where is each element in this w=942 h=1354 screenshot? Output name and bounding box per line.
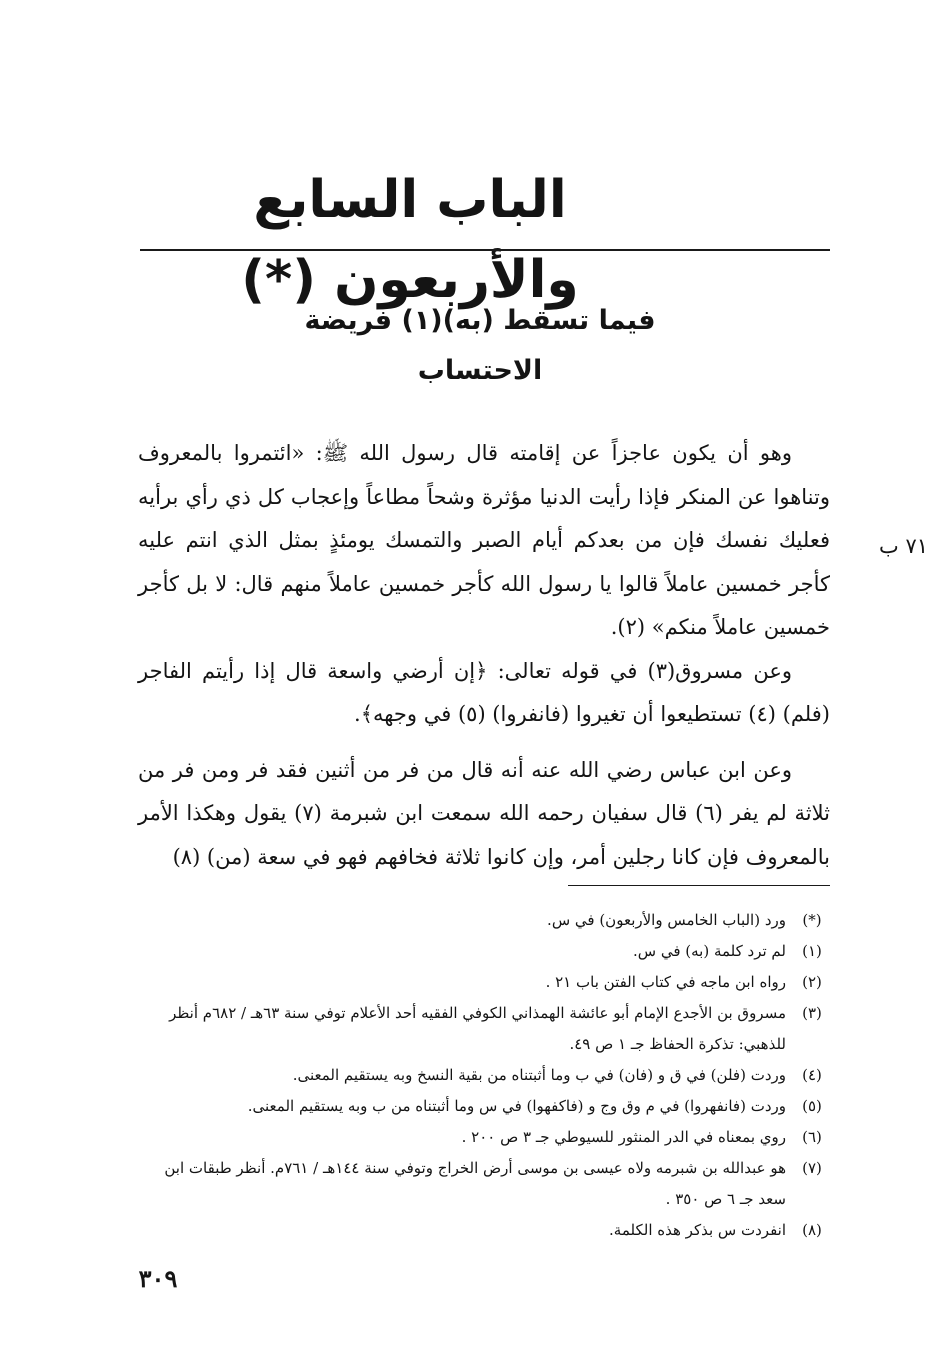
footnote-item xyxy=(138,998,838,1060)
footnote-number: (٧) xyxy=(802,1159,822,1177)
footnote-text: لم ترد كلمة (به) في س. xyxy=(632,942,786,960)
footnote-number: (٥) xyxy=(802,1097,822,1115)
footnote-divider xyxy=(568,885,830,886)
footnote-item xyxy=(138,1060,838,1091)
footnote-text: وردت (فانفهروا) في م وق وج و (فاكفهوا) في س وما أثبتناه من ب وبه يستقيم المعنى. xyxy=(247,1097,786,1115)
footnote-text: روي بمعناه في الدر المنثور للسيوطي جـ ٣ ص ٢٠٠ . xyxy=(461,1128,786,1146)
section-title: فيما تسقط (به)(١) فريضة الاحتساب xyxy=(304,305,656,386)
manuscript-folio-note: ٧١ ب xyxy=(878,534,928,558)
footnote-text: وردت (فلن) في ق و (فان) في ب وما أثبتناه من بقية النسخ وبه يستقيم المعنى. xyxy=(292,1066,786,1084)
footnote-text: ورد (الباب الخامس والأربعون) في س. xyxy=(547,911,786,929)
footnote-text: انفردت س بذكر هذه الكلمة. xyxy=(609,1221,786,1239)
footnote-number: (٢) xyxy=(802,973,822,991)
paragraph: وعن ابن عباس رضي الله عنه أنه قال من فر من أثنين فقد فر ومن فر من ثلاثة لم يفر (٦) قال سفيان رحمه الله سمعت ابن شبرمة (٧) يقول وهكذا الأمر بالمعروف فإن كانا رجلين أمر، وإن كانوا ثلاثة فخافهم فهو في سعة (من) (٨) xyxy=(138,757,831,869)
footnote-number: (٨) xyxy=(802,1221,822,1239)
footnote-number: (٦) xyxy=(802,1128,822,1146)
footnote-item xyxy=(138,1091,838,1122)
footnote-text: هو عبدالله بن شبرمه ولاه عيسى بن موسى أرض الخراج وتوفي سنة ١٤٤هـ / ٧٦١م. أنظر طبقات ابن سعد جـ ٦ ص ٣٥٠ . xyxy=(164,1159,786,1208)
footnote-number: (٣) xyxy=(802,1004,822,1022)
footnote-text: رواه ابن ماجه في كتاب الفتن باب ٢١ . xyxy=(545,973,786,991)
chapter-title: الباب السابع والأربعون (*) xyxy=(241,170,579,310)
footnote-item xyxy=(138,1153,838,1215)
footnote-number: (٤) xyxy=(802,1066,822,1084)
paragraph: وهو أن يكون عاجزاً عن إقامته قال رسول الله ﷺ: «ائتمروا بالمعروف وتناهوا عن المنكر فإذا رأيت الدنيا مؤثرة وشحاً مطاعاً وإعجاب كل ذي رأي برأيه فعليك نفسك فإن من بعدكم أيام الصبر والتمسك يومئذٍ بمثل الذي انتم عليه كأجر خمسين عاملاً قالوا يا رسول الله كأجر خمسين عاملاً منهم قال: لا بل كأجر خمسين عاملاً منكم» (٢). xyxy=(138,441,830,639)
footnote-number: (١) xyxy=(802,942,822,960)
footnote-item xyxy=(138,1122,838,1153)
footnote-item xyxy=(138,1215,838,1246)
paragraph: وعن مسروق(٣) في قوله تعالى: ﴿إن أرضي واسعة قال إذا رأيتم الفاجر (فلم) (٤) تستطيعوا أن تغيروا (فانفروا) (٥) في وجهه﴾. xyxy=(138,658,830,726)
body-text xyxy=(138,432,830,879)
page-number: ٣٠٩ xyxy=(138,1264,178,1293)
footnote-text: مسروق بن الأجدع الإمام أبو عائشة الهمذاني الكوفي الفقيه أحد الأعلام توفي سنة ٦٣هـ / ٦٨٢م أنظر للذهبي: تذكرة الحفاظ جـ ١ ص ٤٩. xyxy=(169,1004,786,1053)
footnotes xyxy=(138,905,838,1246)
footnote-item xyxy=(138,967,838,998)
footnote-item xyxy=(138,905,838,936)
footnote-number: (*) xyxy=(802,911,822,929)
title-divider xyxy=(140,249,830,251)
footnote-item xyxy=(138,936,838,967)
